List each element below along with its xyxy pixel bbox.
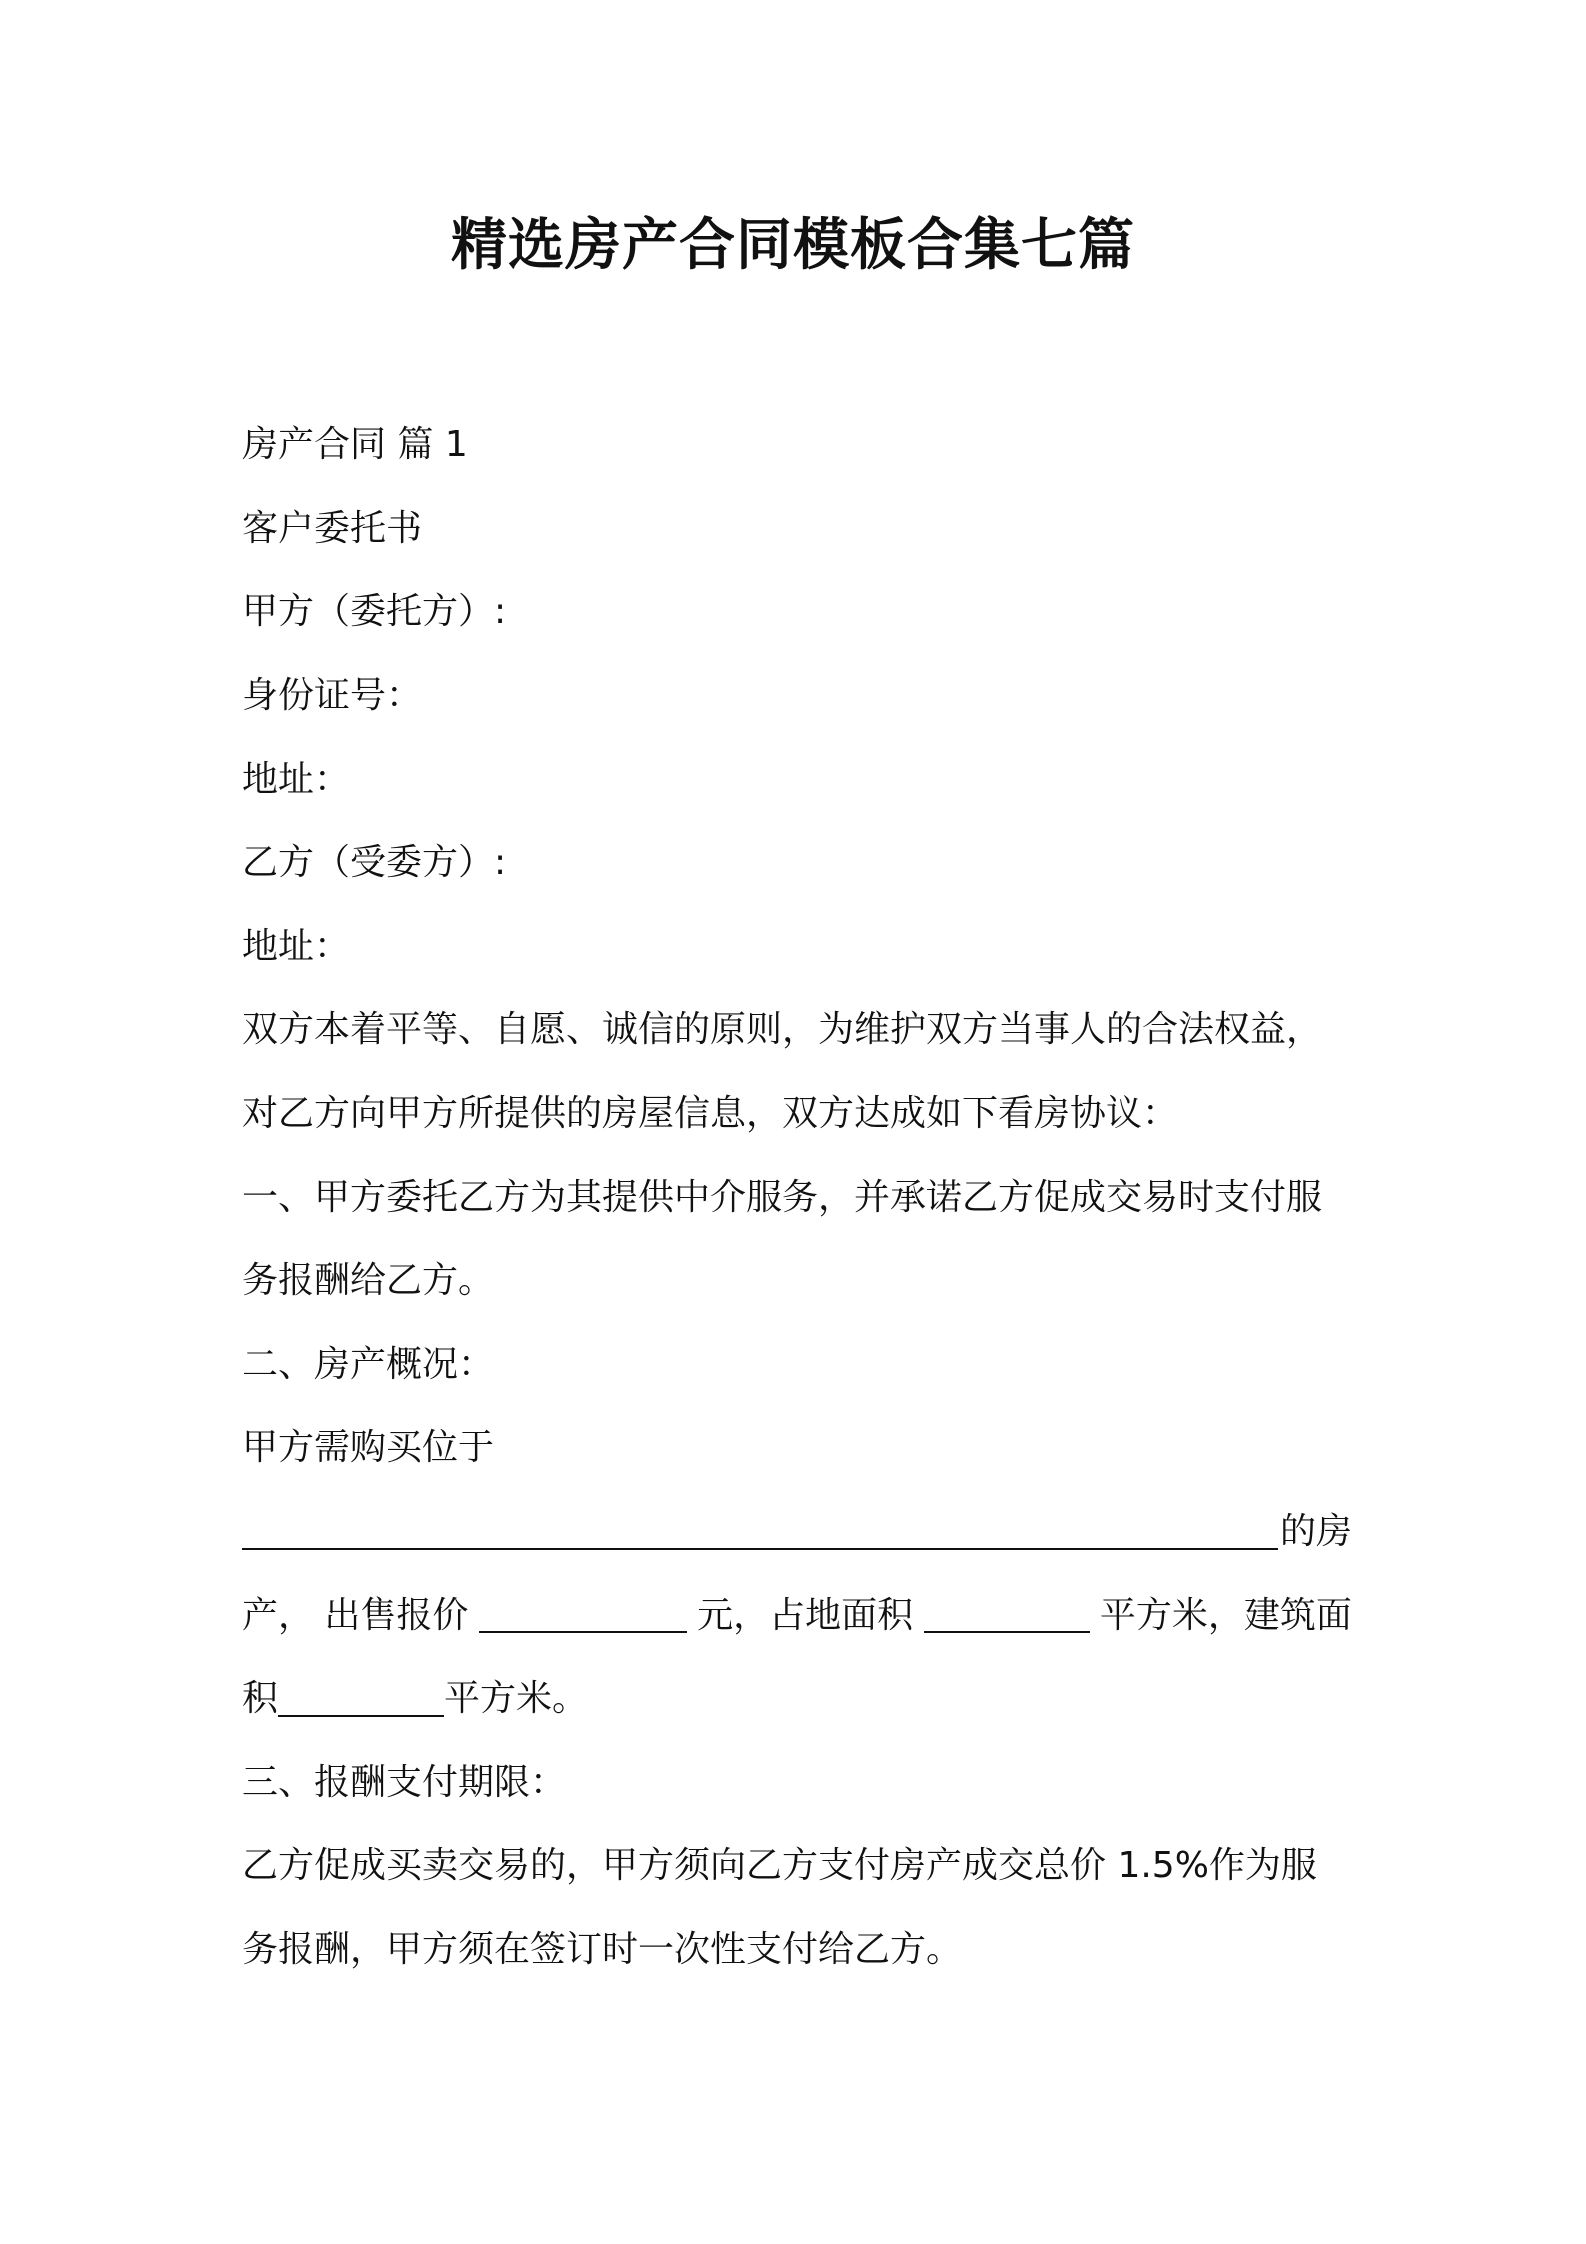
party-a-label: 甲方（委托方）: xyxy=(242,591,507,633)
paragraph-line: 双方本着平等、自愿、诚信的原则，为维护双方当事人的合法权益， xyxy=(242,1009,1323,1051)
blank-line xyxy=(242,1487,1352,1571)
clause-line: 一、甲方委托乙方为其提供中介服务，并承诺乙方促成交易时支付服 xyxy=(242,1176,1323,1218)
paragraph-line: 务报酬，甲方须在签订时一次性支付给乙方。 xyxy=(242,1928,963,1970)
clause-heading: 三、报酬支付期限： xyxy=(242,1761,567,1803)
line-text: 的房 xyxy=(1279,1511,1352,1553)
fill-in-blank xyxy=(924,1605,1090,1633)
fill-in-blank xyxy=(242,1522,1278,1550)
document-body xyxy=(242,400,1352,1988)
paragraph-line: 对乙方向甲方所提供的房屋信息，双方达成如下看房协议： xyxy=(242,1093,1179,1135)
clause-heading: 二、房产概况： xyxy=(242,1343,495,1385)
paragraph-line xyxy=(242,1654,1352,1738)
line-text: 平方米。 xyxy=(444,1678,589,1720)
line-text: 平方米，建筑面 xyxy=(1099,1594,1352,1636)
address-label: 地址： xyxy=(242,758,351,800)
section-heading: 房产合同 篇 1 xyxy=(242,424,468,466)
paragraph-line: 甲方需购买位于 xyxy=(242,1427,495,1469)
paragraph-line xyxy=(242,1570,1352,1654)
line-text: 产， xyxy=(242,1594,315,1636)
line-text: 积 xyxy=(242,1678,279,1720)
paragraph: 客户委托书 xyxy=(242,507,423,549)
id-number-label: 身份证号： xyxy=(242,675,423,717)
document-title: 精选房产合同模板合集七篇 xyxy=(451,213,1135,278)
paragraph-line: 乙方促成买卖交易的，甲方须向乙方支付房产成交总价 1.5%作为服 xyxy=(242,1845,1317,1887)
line-text: 元，占地面积 xyxy=(697,1594,914,1636)
fill-in-blank xyxy=(278,1689,444,1717)
address-label: 地址： xyxy=(242,925,351,967)
party-b-label: 乙方（受委方）: xyxy=(242,842,507,884)
clause-line: 务报酬给乙方。 xyxy=(242,1260,495,1302)
line-text: 出售报价 xyxy=(324,1594,469,1636)
fill-in-blank xyxy=(479,1605,687,1633)
